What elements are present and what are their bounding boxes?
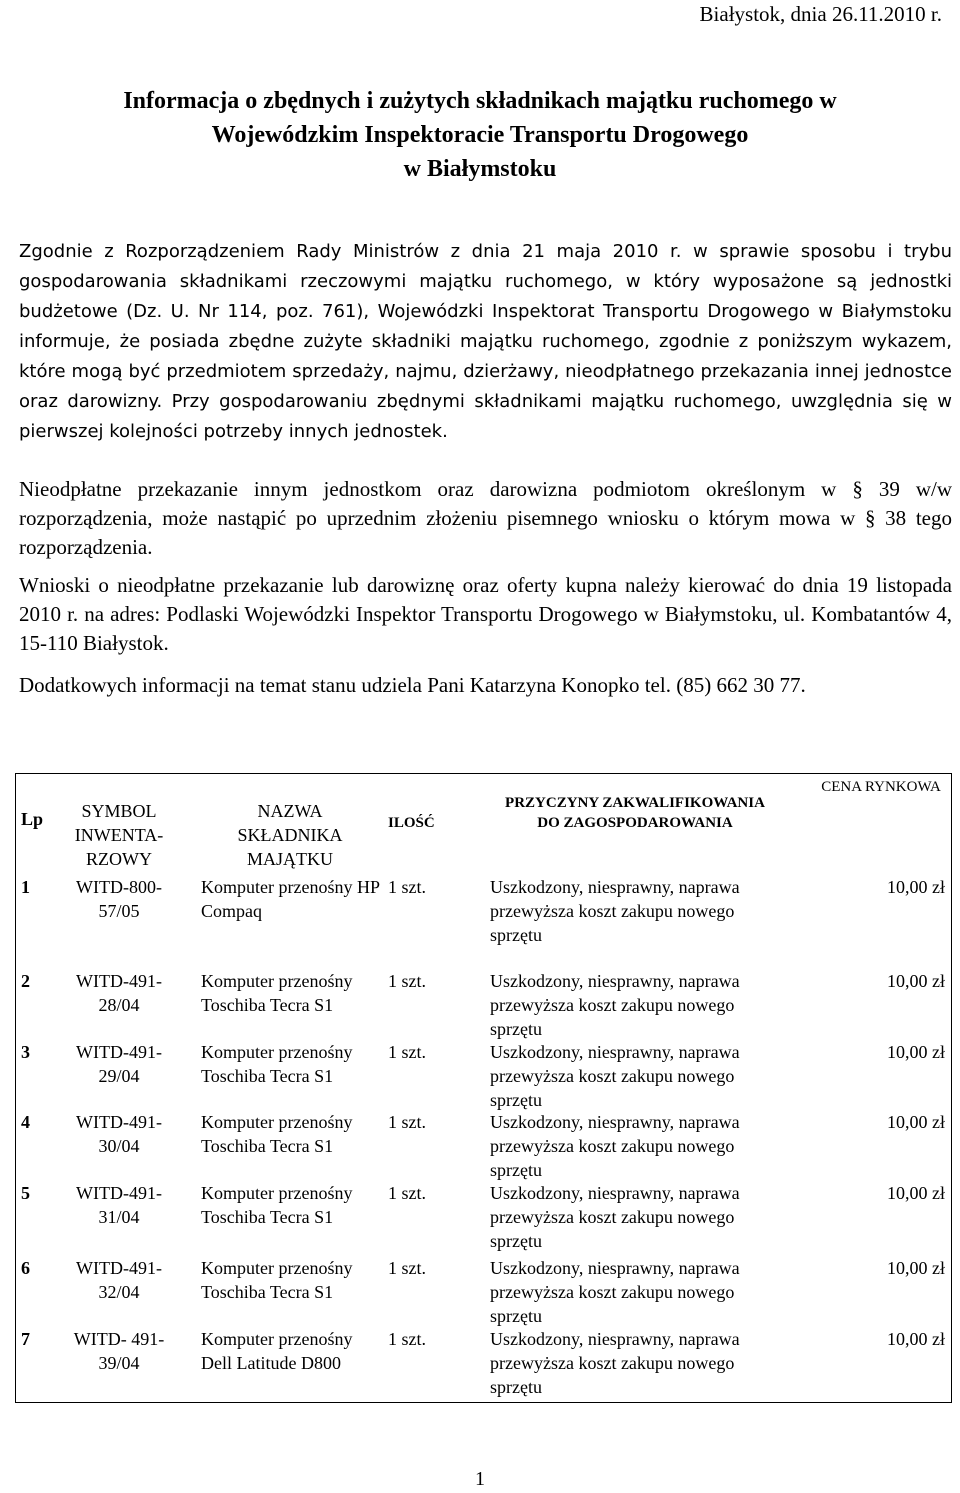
table-row-7-lp: 7 <box>21 1329 30 1349</box>
table-row-1-name: Komputer przenośny HP Compaq <box>201 877 380 921</box>
table-row-5-price: 10,00 zł <box>887 1183 945 1203</box>
table-row-2-name: Komputer przenośny Toschiba Tecra S1 <box>201 971 353 1015</box>
table-row-4-qty: 1 szt. <box>388 1112 426 1132</box>
table-row-1-qty: 1 szt. <box>388 877 426 897</box>
table-row-5-reason: Uszkodzony, niesprawny, naprawa przewyższa koszt zakupu nowego sprzętu <box>490 1183 740 1251</box>
table-row-6-reason: Uszkodzony, niesprawny, naprawa przewyższa koszt zakupu nowego sprzętu <box>490 1258 740 1326</box>
table-row-1-price: 10,00 zł <box>887 877 945 897</box>
table-row-5-lp: 5 <box>21 1183 30 1203</box>
table-border-left <box>15 773 16 1403</box>
table-row-3-reason: Uszkodzony, niesprawny, naprawa przewyższa koszt zakupu nowego sprzętu <box>490 1042 740 1110</box>
table-row-4-name: Komputer przenośny Toschiba Tecra S1 <box>201 1112 353 1156</box>
title-line-3: w Białymstoku <box>403 156 557 182</box>
table-row-3-lp: 3 <box>21 1042 30 1062</box>
table-row-5-name: Komputer przenośny Toschiba Tecra S1 <box>201 1183 353 1227</box>
table-row-7-price: 10,00 zł <box>887 1329 945 1349</box>
page-number: 1 <box>475 1468 485 1490</box>
paragraph-donation: Nieodpłatne przekazanie innym jednostkom oraz darowizna podmiotom określonym w § 39 w/w rozporządzenia, może nastąpić po uprzednim złożeniu pisemnego wniosku o którym mowa w § 38 tego rozporządzenia. <box>19 477 952 559</box>
table-row-7-qty: 1 szt. <box>388 1329 426 1349</box>
title-line-2: Wojewódzkim Inspektoracie Transportu Drogowego <box>211 122 749 148</box>
table-row-4-price: 10,00 zł <box>887 1112 945 1132</box>
paragraph-regulation: Zgodnie z Rozporządzeniem Rady Ministrów z dnia 21 maja 2010 r. w sprawie sposobu i trybu gospodarowania składnikami rzeczowymi majątku ruchomego, w który wyposażone są jednostki budżetowe (Dz. U. Nr 114, poz. 761), Wojewódzki Inspektorat Transportu Drogowego w Białymstoku informuje, że posiada zbędne zużyte składniki majątku ruchomego, zgodnie z poniższym wykazem, które mogą być przedmiotem sprzedaży, najmu, dzierżawy, nieodpłatnego przekazania innej jednostce oraz darowizny. Przy gospodarowaniu zbędnymi składnikami majątku ruchomego, uwzględnia się w pierwszej kolejności potrzeby innych jednostek. <box>19 241 952 442</box>
header-name: NAZWA SKŁADNIKA MAJĄTKU <box>237 801 343 869</box>
table-row-7-name: Komputer przenośny Dell Latitude D800 <box>201 1329 353 1373</box>
title-line-1: Informacja o zbędnych i zużytych składnikach majątku ruchomego w <box>123 88 837 114</box>
table-row-1-symbol: WITD-800-57/05 <box>76 877 162 921</box>
table-row-3-price: 10,00 zł <box>887 1042 945 1062</box>
table-row-6-name: Komputer przenośny Toschiba Tecra S1 <box>201 1258 353 1302</box>
table-row-2-lp: 2 <box>21 971 30 991</box>
table-row-7-symbol: WITD- 491-39/04 <box>73 1329 165 1373</box>
header-lp: Lp <box>21 809 44 829</box>
assets-table <box>15 773 952 1403</box>
table-row-4-symbol: WITD-491-30/04 <box>76 1112 162 1156</box>
table-row-5-symbol: WITD-491-31/04 <box>76 1183 162 1227</box>
table-row-3-name: Komputer przenośny Toschiba Tecra S1 <box>201 1042 353 1086</box>
table-row-6-price: 10,00 zł <box>887 1258 945 1278</box>
table-border-right <box>951 773 952 1403</box>
table-border-top <box>15 773 952 774</box>
document-title <box>0 84 960 186</box>
table-row-1-reason: Uszkodzony, niesprawny, naprawa przewyższa koszt zakupu nowego sprzętu <box>490 877 740 945</box>
table-row-6-qty: 1 szt. <box>388 1258 426 1278</box>
paragraph-applications: Wnioski o nieodpłatne przekazanie lub darowiznę oraz oferty kupna należy kierować do dnia 19 listopada 2010 r. na adres: Podlaski Wojewódzki Inspektor Transportu Drogowego w Białymstoku, ul. Kombatantów 4, 15-110 Białystok. <box>19 573 952 655</box>
table-row-1-lp: 1 <box>21 877 30 897</box>
table-row-3-qty: 1 szt. <box>388 1042 426 1062</box>
table-row-7-reason: Uszkodzony, niesprawny, naprawa przewyższa koszt zakupu nowego sprzętu <box>490 1329 740 1397</box>
table-row-4-reason: Uszkodzony, niesprawny, naprawa przewyższa koszt zakupu nowego sprzętu <box>490 1112 740 1180</box>
header-reason: PRZYCZYNY ZAKWALIFIKOWANIA DO ZAGOSPODAROWANIA <box>505 795 765 831</box>
paragraph-contact: Dodatkowych informacji na temat stanu udziela Pani Katarzyna Konopko tel. (85) 662 30 77. <box>19 673 806 697</box>
table-border-bottom <box>15 1402 952 1403</box>
table-row-2-price: 10,00 zł <box>887 971 945 991</box>
place-date: Białystok, dnia 26.11.2010 r. <box>699 2 942 26</box>
table-row-6-symbol: WITD-491-32/04 <box>76 1258 162 1302</box>
table-row-2-qty: 1 szt. <box>388 971 426 991</box>
table-row-5-qty: 1 szt. <box>388 1183 426 1203</box>
table-row-4-lp: 4 <box>21 1112 30 1132</box>
table-row-6-lp: 6 <box>21 1258 30 1278</box>
header-symbol: SYMBOL INWENTA-RZOWY <box>74 801 164 869</box>
header-qty: ILOŚĆ <box>388 815 435 831</box>
header-price: CENA RYNKOWA <box>821 779 941 795</box>
table-row-3-symbol: WITD-491-29/04 <box>76 1042 162 1086</box>
table-row-2-symbol: WITD-491-28/04 <box>76 971 162 1015</box>
table-row-2-reason: Uszkodzony, niesprawny, naprawa przewyższa koszt zakupu nowego sprzętu <box>490 971 740 1039</box>
